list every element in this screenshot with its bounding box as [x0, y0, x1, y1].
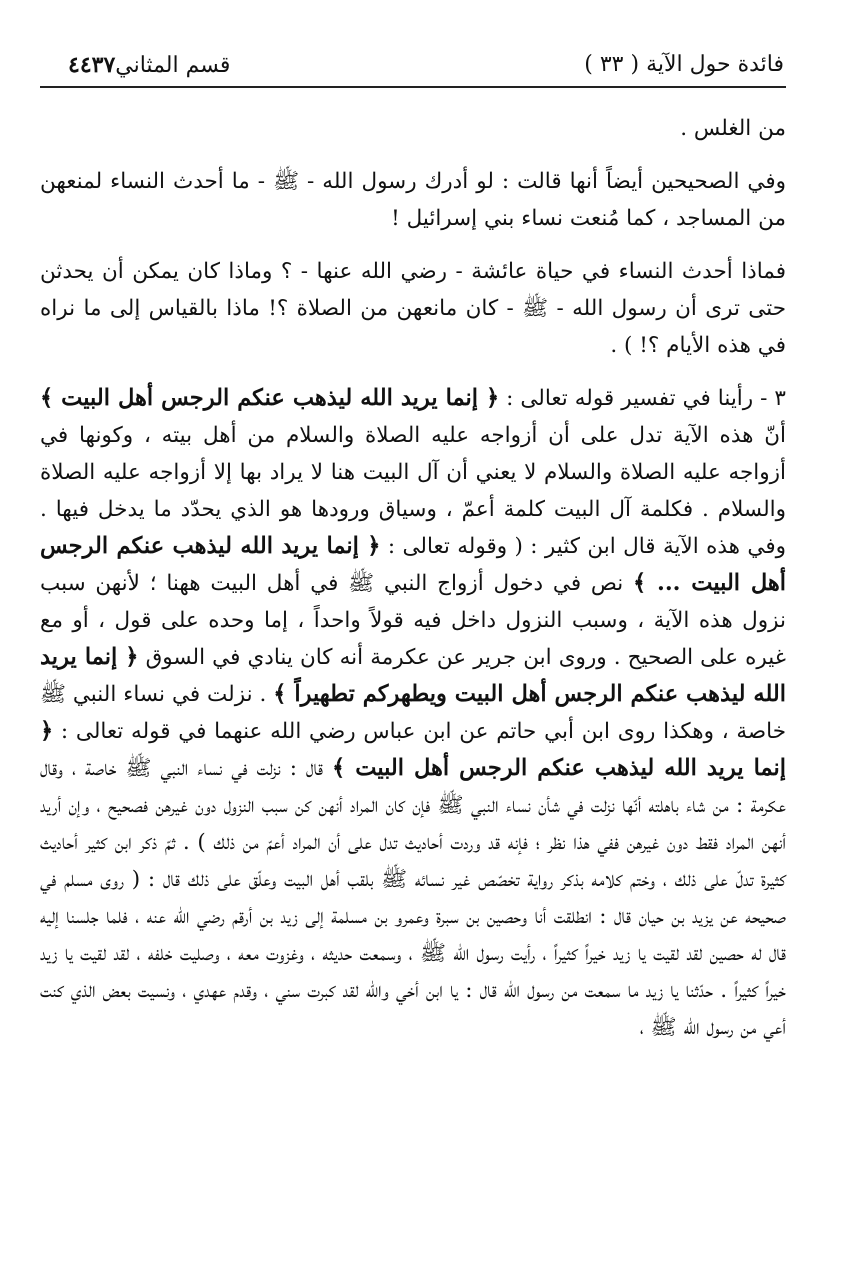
text-run: ٣ - رأينا في تفسير قوله تعالى : — [499, 386, 786, 411]
section-title: فائدة حول الآية ( ٣٣ ) — [584, 52, 784, 77]
page-header — [40, 40, 786, 88]
page-number: ٤٤٣٧ — [68, 52, 116, 78]
text-run: قال : نزلت في نساء النبي ﷺ خاصة ، وقال عكرمة : من شاء باهلته أنّها نزلت في شأن نساء النبي ﷺ فإن كان المراد أنهن كن سبب النزول دون غيرهن فصحيح ، وإن أريد أنهن المراد فقط دون غيرهن ففي هذا نظر ؛ فإنه قد وردت أحاديث تدل على أن المراد أعمّ من ذلك ) . ثمّ ذكر ابن كثير أحاديث كثيرة تدلّ على ذلك ، وختم كلامه بذكر رواية تخصّص غير نسائه ﷺ بلقب أهل البيت وعلّق على ذلك قال : ( روى مسلم في صحيحه عن يزيد بن حيان قال : انطلقت أنا وحصين بن سبرة وعمرو بن مسلمة إلى زيد بن أرقم رضي الله عنه ، فلما جلسنا إليه قال له حصين لقد لقيت يا زيد خيراً كثيراً ، رأيت رسول الله ﷺ ، وسمعت حديثه ، وغزوت معه ، وصليت خلفه ، لقد لقيت يا زيد خيراً كثيراً . حدّثنا يا زيد ما سمعت من رسول الله قال : يا ابن أخي والله لقد كبرت سني ، وقدم عهدي ، ونسيت بعض الذي كنت أعي من رسول الله ﷺ ، — [40, 756, 786, 1040]
header-rule — [40, 86, 786, 88]
quran-verse: ﴿ إنما يريد الله ليذهب عنكم الرجس أهل البيت ﴾ — [40, 718, 786, 781]
quran-verse: ﴿ إنما يريد الله ليذهب عنكم الرجس أهل البيت ويطهركم تطهيراً ﴾ — [40, 644, 786, 707]
text-run: أنّ هذه الآية تدل على أن أزواجه عليه الصلاة والسلام من أهل بيته ، وكونها في أزواجه عليه الصلاة والسلام لا يعني أن آل البيت هنا لا يراد بها إلا أزواجه عليه الصلاة والسلام . فكلمة آل البيت كلمة أعمّ ، وسياق ورودها هو الذي يحدّد ما يدخل فيها . وفي هذه الآية قال ابن كثير : ( وقوله تعالى : — [40, 423, 786, 559]
part-name: قسم المثاني — [115, 53, 231, 78]
header-left — [40, 52, 230, 79]
paragraph: وفي الصحيحين أيضاً أنها قالت : لو أدرك رسول الله - ﷺ - ما أحدث النساء لمنعهن من المساجد ، كما مُنعت نساء بني إسرائيل ! — [40, 169, 786, 231]
page-body — [40, 110, 786, 1046]
quran-verse: ﴿ إنما يريد الله ليذهب عنكم الرجس أهل البيت ... ﴾ — [40, 533, 786, 596]
text-run: . نزلت في نساء النبي ﷺ خاصة ، وهكذا روى ابن أبي حاتم عن ابن عباس رضي الله عنهما في قوله تعالى : — [40, 682, 786, 744]
paragraph: من الغلس . — [680, 116, 786, 141]
paragraph: فماذا أحدث النساء في حياة عائشة - رضي الله عنها - ؟ وماذا كان يمكن أن يحدثن حتى ترى أن رسول الله - ﷺ - كان مانعهن من الصلاة ؟! ماذا بالقياس إلى ما نراه في هذه الأيام ؟! ) . — [40, 259, 786, 358]
paragraph-section-3 — [40, 380, 786, 1046]
quran-verse: ﴿ إنما يريد الله ليذهب عنكم الرجس أهل البيت ﴾ — [40, 385, 500, 411]
text-run: نص في دخول أزواج النبي ﷺ في أهل البيت ههنا ؛ لأنهن سبب نزول هذه الآية ، وسبب النزول داخل فيه قولاً واحداً ، إما وحده على قول ، أو مع غيره على الصحيح . وروى ابن جرير عن عكرمة أنه كان ينادي في السوق — [40, 571, 786, 670]
